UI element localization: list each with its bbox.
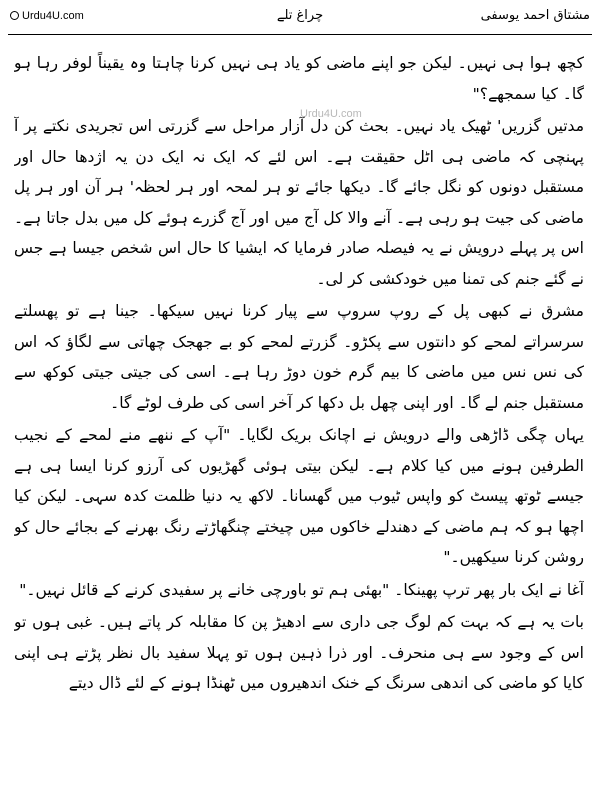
paragraph-5: آغا نے ایک بار پھر ترپ پھینکا۔ "بھئی ہم تو باورچی خانے پر سفیدی کرنے کے قائل نہیں۔" — [19, 580, 584, 599]
paragraph-1: کچھ ہوا ہی نہیں۔ لیکن جو اپنے ماضی کو یاد ہی نہیں کرنا چاہتا وہ یقیناً لوفر رہا ہو گا۔ کیا سمجھے؟" — [14, 54, 584, 103]
header-divider — [8, 34, 592, 35]
page-header — [8, 6, 592, 30]
paragraph-3: مشرق نے کبھی پل کے روپ سروپ سے پیار کرنا نہیں سیکھا۔ جینا ہے تو پھسلتے سرسراتے لمحے کو دانتوں سے پکڑو۔ گزرتے لمحے کو بے جھجک چھاتی سے لگاؤ کہ اس کی نس نس میں ماضی کا بیم گرم خون دوڑ رہا ہے۔ اسی کی جیتی جیتی کوکھ سے مستقبل جنم لے گا۔ اور اپنی چھل بل دکھا کر آخر اسی کی طرف لوٹے گا۔ — [14, 302, 584, 412]
book-title: چراغ تلے — [276, 8, 324, 23]
paragraph-4: یہاں چگی ڈاڑھی والے درویش نے اچانک بریک لگایا۔ "آپ کے ننھے منے لمحے کے نجیب الطرفین ہونے میں کیا کلام ہے۔ لیکن بیتی ہوئی گھڑیوں کی آرزو کرنا ایسا ہی ہے جیسے ٹوتھ پیسٹ کو واپس ٹیوب میں گھسانا۔ لاکھ یہ دنیا ظلمت کدہ سہی۔ لیکن کیا اچھا ہو کہ ہم ماضی کے دھندلے خاکوں میں چیختے چنگھاڑتے رنگ بھرنے کے بجائے حال کو روشن کرنا سیکھیں۔" — [14, 426, 584, 566]
watermark: Urdu4U.com — [300, 108, 362, 120]
paragraph-2: مدتیں گزریں' ٹھیک یاد نہیں۔ بحث کن دل آزار مراحل سے گزرتی اس تجریدی نکتے پر آ پہنچی کہ ماضی ہی اٹل حقیقت ہے۔ اس لئے کہ ایک نہ ایک دن یہ اژدھا حال اور مستقبل دونوں کو نگل جائے گا۔ دیکھا جائے تو ہر لمحہ اور ہر لحظہ' ہر آن اور ہر پل ماضی کی جیت ہو رہی ہے۔ آنے والا کل آج میں اور آج گزرے ہوئے کل میں بدل جاتا ہے۔ اس پر پہلے درویش نے یہ فیصلہ صادر فرمایا کہ ایشیا کا حال اس شخص جیسا ہے جس نے گئے جنم کی تمنا میں خودکشی کر لی۔ — [14, 117, 584, 288]
author-name: مشتاق احمد یوسفی — [480, 8, 590, 23]
paragraph-6: بات یہ ہے کہ بہت کم لوگ جی داری سے ادھیڑ پن کا مقابلہ کر پاتے ہیں۔ غبی ہوں تو اس کے وجود سے ہی منحرف۔ اور ذرا ذہین ہوں تو پہلا سفید بال نظر پڑتے ہی اپنی کایا کو ماضی کی اندھی سرنگ کے خنک اندھیروں میں ٹھنڈا ہونے کے لئے ڈال دیتے — [14, 613, 584, 692]
page-body — [14, 48, 584, 794]
site-name: Urdu4U.com — [22, 10, 84, 22]
